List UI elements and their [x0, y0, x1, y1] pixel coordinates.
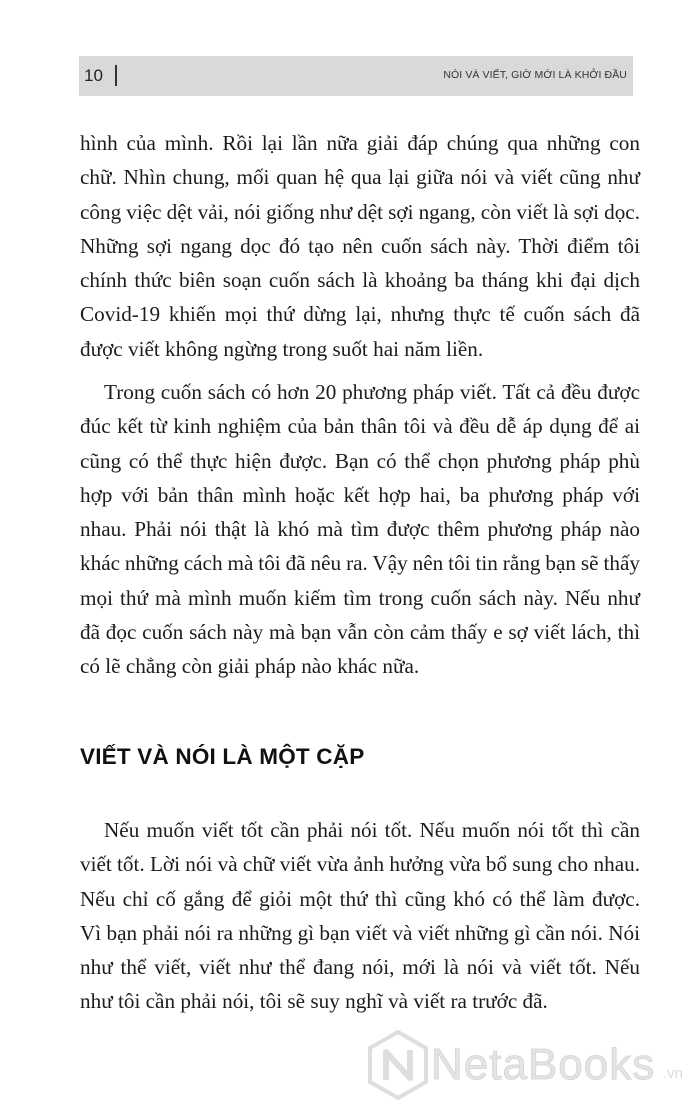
text-line: khác những cách mà tôi đã nêu ra. Vậy nên tôi tin rằng bạn sẽ thấy	[80, 551, 640, 576]
text-line: Nếu muốn viết tốt cần phải nói tốt. Nếu muốn nói tốt thì cần	[104, 818, 640, 842]
text-line: được viết không ngừng trong suốt hai năm liền.	[80, 336, 484, 361]
page-number: 10	[84, 66, 103, 85]
text-line: Trong cuốn sách có hơn 20 phương pháp viết. Tất cả đều được	[104, 380, 640, 404]
text-line: đúc kết từ kinh nghiệm của bản thân tôi và đều dễ áp dụng để ai	[80, 414, 640, 439]
text-line: Covid-19 khiến mọi thứ dừng lại, nhưng thực tế cuốn sách đã	[80, 302, 640, 327]
netabooks-logo-icon	[367, 1030, 429, 1100]
running-header	[79, 56, 633, 96]
text-line: Vì bạn phải nói ra những gì bạn viết và viết những gì cần nói. Nói	[80, 920, 640, 945]
body-paragraph-1	[80, 126, 640, 366]
netabooks-watermark	[367, 1030, 697, 1100]
running-head-title: NÓI VÀ VIẾT, GIỜ MỚI LÀ KHỞI ĐẦU	[443, 69, 627, 81]
text-line: mọi thứ mà mình muốn kiếm tìm trong cuốn sách này. Nếu như	[80, 585, 640, 610]
text-line: hợp với bản thân mình hoặc kết hợp hai, ba phương pháp với	[80, 482, 640, 507]
watermark-suffix: .vn	[663, 1065, 684, 1082]
text-line: đã đọc cuốn sách này mà bạn vẫn còn cảm thấy e sợ viết lách, thì	[80, 620, 640, 645]
text-line: Nếu chỉ cố gắng để giỏi một thứ thì cũng khó có thể làm được.	[80, 886, 640, 911]
text-line: chữ. Nhìn chung, mối quan hệ qua lại giữa nói và viết cũng như	[80, 165, 640, 190]
body-paragraph-2	[80, 375, 640, 684]
body-paragraph-3	[80, 813, 640, 1019]
text-line: có lẽ chẳng còn giải pháp nào khác nữa.	[80, 654, 420, 679]
text-line: như thể viết, viết như thể đang nói, mới là nói và viết tốt. Nếu	[80, 955, 640, 980]
header-divider	[115, 65, 117, 86]
watermark-brand: NetaBooks	[431, 1040, 656, 1089]
text-line: cũng có thể thực hiện được. Bạn có thể chọn phương pháp phù	[80, 448, 640, 473]
section-heading: VIẾT VÀ NÓI LÀ MỘT CẶP	[80, 744, 365, 769]
text-line: nhau. Phải nói thật là khó mà tìm được thêm phương pháp nào	[80, 517, 640, 542]
text-line: công việc dệt vải, nói giống như dệt sợi ngang, còn viết là sợi dọc.	[80, 199, 640, 224]
text-line: viết tốt. Lời nói và chữ viết vừa ảnh hưởng vừa bổ sung cho nhau.	[80, 852, 640, 877]
text-line: Những sợi ngang dọc đó tạo nên cuốn sách này. Thời điểm tôi	[80, 233, 640, 258]
text-line: hình của mình. Rồi lại lần nữa giải đáp chúng qua những con	[80, 131, 640, 155]
text-line: chính thức biên soạn cuốn sách là khoảng ba tháng khi đại dịch	[80, 268, 640, 293]
text-line: như tôi cần phải nói, tôi sẽ suy nghĩ và viết ra trước đã.	[80, 989, 548, 1014]
